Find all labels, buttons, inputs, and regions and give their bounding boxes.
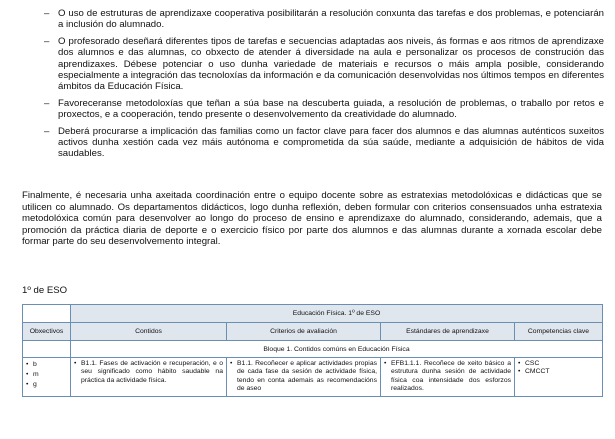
bullet-text: O profesorado deseñará diferentes tipos de tarefas e secuencias adaptadas aos niveis, ás formas e aos ritmos de aprendizaxe dos alumnos e das alumnas, co obxecto de atender á diversidade na aula e personalizar os procesos de construción das aprendizaxes. Débese potenciar o uso dunha variedade de materiais e recursos o máis ampla posible, considerando especialmente a integración das tecnoloxías da información e da comunicación desenvolvidas nos últimos tempos en diferentes ámbitos da Educación Física. [58,35,604,93]
criteria-list [230,360,377,394]
section-heading: 1º de ESO [22,285,68,296]
standards-list [384,360,511,394]
bullet-item [44,8,604,31]
bullet-item [44,98,604,121]
bullet-text: Favoreceranse metodoloxías que teñan a súa base na descuberta guiada, a resolución de problemas, o traballo por retos e proxectos, e a cooperación, tendo presente o desenvolvemento da creatividade do alumnado. [58,97,604,121]
table-title: Educación Física. 1º de ESO [71,305,603,323]
dash-marker: – [44,97,50,109]
dash-marker: – [44,35,50,47]
curriculum-table [22,304,603,397]
objectives-cell [23,358,71,397]
criteria-cell [227,358,381,397]
list-item: • CSC [518,360,599,368]
dash-marker: – [44,125,50,137]
column-header-objectives: Obxectivos [23,323,71,341]
list-item: • CMCCT [518,368,599,376]
competences-cell [515,358,603,397]
objectives-list [26,360,67,390]
block-empty-cell [23,341,71,358]
column-header-standards: Estándares de aprendizaxe [381,323,515,341]
table-corner-cell [23,305,71,323]
contents-list [74,360,223,385]
bullet-item [44,36,604,93]
methodology-bullet-list [44,8,604,165]
column-header-criteria: Criterios de avaliación [227,323,381,341]
list-item: • EFB1.1.1. Recoñece de xeito básico a estrutura dunha sesión de actividade física coa intensidade dos esforzos realizados. [384,360,511,394]
standards-cell [381,358,515,397]
table-row [23,358,603,397]
contents-cell [71,358,227,397]
column-header-competences: Competencias clave [515,323,603,341]
coordination-paragraph: Finalmente, é necesaria unha axeitada coordinación entre o equipo docente sobre as estratexias metodolóxicas e didácticas que se utilicen co alumnado. Os departamentos didácticos, logo dunha reflexión, deben formular con criterios consensuados unha estratexia metodolóxica común para desenvolver ao longo do proceso de ensino e aprendizaxe do alumnado, considerando, ademais, que a promoción da práctica diaria de deporte e o exercicio físico por parte dos alumnos e das alumnas durante a xornada escolar debe formar parte do seu desenvolvemento integral. [22,190,602,248]
bullet-text: Deberá procurarse a implicación das familias como un factor clave para facer dos alumnos e das alumnas auténticos suxeitos activos dunha xestión cada vez máis autónoma e comprometida da súa saúde, mediante a adquisición de hábitos de vida saudables. [58,125,604,160]
list-item: • g [26,380,67,390]
dash-marker: – [44,8,50,19]
list-item: • B1.1. Fases de activación e recuperación, e o seu significado como hábito saudable na práctica da actividade física. [74,360,223,385]
list-item: • m [26,370,67,380]
list-item: • b [26,360,67,370]
block-title: Bloque 1. Contidos comúns en Educación Física [71,341,603,358]
bullet-item [44,126,604,160]
bullet-text: O uso de estruturas de aprendizaxe cooperativa posibilitarán a resolución conxunta das tarefas e dos problemas, e potenciarán a inclusión do alumnado. [58,8,604,31]
column-header-contents: Contidos [71,323,227,341]
competences-list [518,360,599,377]
list-item: • B1.1. Recoñecer e aplicar actividades propias de cada fase da sesión de actividade física, tendo en conta ademais as recomendacións de aseo [230,360,377,394]
